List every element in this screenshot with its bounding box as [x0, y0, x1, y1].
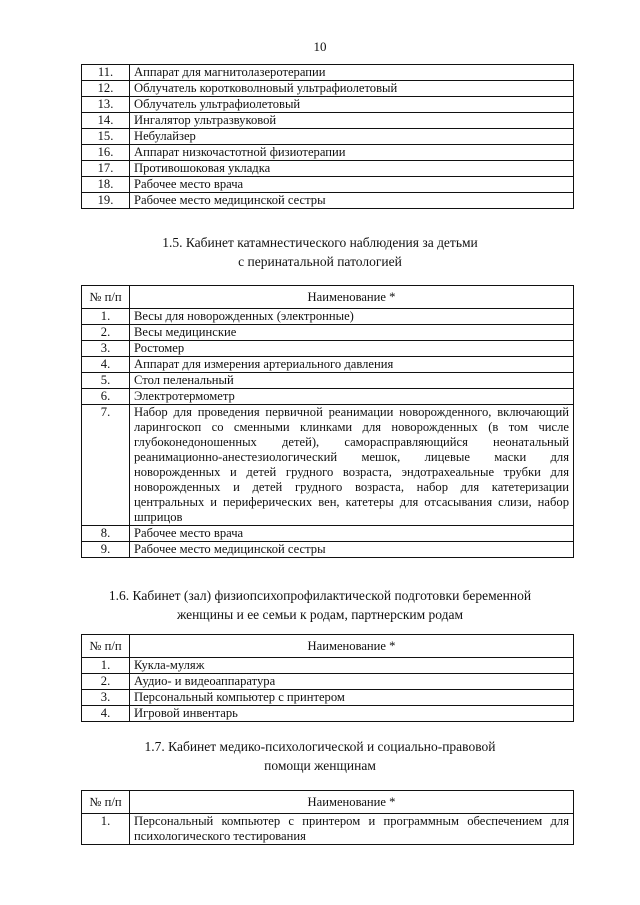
table-row: 19. Рабочее место медицинской сестры	[82, 193, 574, 209]
section-1-5-heading: 1.5. Кабинет катамнестического наблюдения за детьми с перинатальной патологией	[162, 235, 478, 269]
table-row: 17. Противошоковая укладка	[82, 161, 574, 177]
table-row: 8. Рабочее место врача	[82, 526, 574, 542]
col-number-header: № п/п	[82, 635, 130, 658]
table-row: 3. Ростомер	[82, 341, 574, 357]
section-1-6-table	[81, 634, 574, 722]
table-row: 13. Облучатель ультрафиолетовый	[82, 97, 574, 113]
table-row: 14. Ингалятор ультразвуковой	[82, 113, 574, 129]
table-row: 1. Весы для новорожденных (электронные)	[82, 309, 574, 325]
table-row: 2. Весы медицинские	[82, 325, 574, 341]
table-row: 4. Аппарат для измерения артериального давления	[82, 357, 574, 373]
table-row: 6. Электротермометр	[82, 389, 574, 405]
col-name-header: Наименование *	[130, 791, 574, 814]
table-header-row	[82, 791, 574, 814]
section-1-5-table	[81, 285, 574, 558]
table-row: 4. Игровой инвентарь	[82, 706, 574, 722]
col-name-header: Наименование *	[130, 635, 574, 658]
table-row: 1. Кукла-муляж	[82, 658, 574, 674]
table-row: 9. Рабочее место медицинской сестры	[82, 542, 574, 558]
table-header-row	[82, 635, 574, 658]
col-number-header: № п/п	[82, 286, 130, 309]
page-number: 10	[313, 39, 327, 54]
table-row: 18. Рабочее место врача	[82, 177, 574, 193]
table-row: 15. Небулайзер	[82, 129, 574, 145]
section-1-7-heading: 1.7. Кабинет медико-психологической и социально-правовой помощи женщинам	[144, 739, 496, 773]
section-1-7-table	[81, 790, 574, 845]
section-1-6-heading: 1.6. Кабинет (зал) физиопсихопрофилактической подготовки беременной женщины и ее семьи к родам, партнерским родам	[108, 588, 532, 622]
table-row: 7. Набор для проведения первичной реанимации новорожденного, включающий ларингоскоп со сменными клинками для новорожденных (в том числе глубоконедоношенных детей), саморасправляющийся неонатальный реанимационно-анестезиологический мешок, лицевые маски для новорожденных и детей грудного возраста, эндотрахеальные трубки для новорожденных и детей грудного возраста, набор для катетеризации центральных и периферических вен, катетеры для отсасывания слизи, набор шприцов	[82, 405, 574, 526]
table-row: 12. Облучатель коротковолновый ультрафиолетовый	[82, 81, 574, 97]
table-row: 16. Аппарат низкочастотной физиотерапии	[82, 145, 574, 161]
table-row: 11. Аппарат для магнитолазеротерапии	[82, 65, 574, 81]
table-row: 3. Персональный компьютер с принтером	[82, 690, 574, 706]
table-row: 2. Аудио- и видеоаппаратура	[82, 674, 574, 690]
col-number-header: № п/п	[82, 791, 130, 814]
table-row: 1. Персональный компьютер с принтером и программным обеспечением для психологического тестирования	[82, 814, 574, 845]
table-row: 5. Стол пеленальный	[82, 373, 574, 389]
equipment-table-continued	[81, 64, 574, 209]
table-header-row	[82, 286, 574, 309]
col-name-header: Наименование *	[130, 286, 574, 309]
